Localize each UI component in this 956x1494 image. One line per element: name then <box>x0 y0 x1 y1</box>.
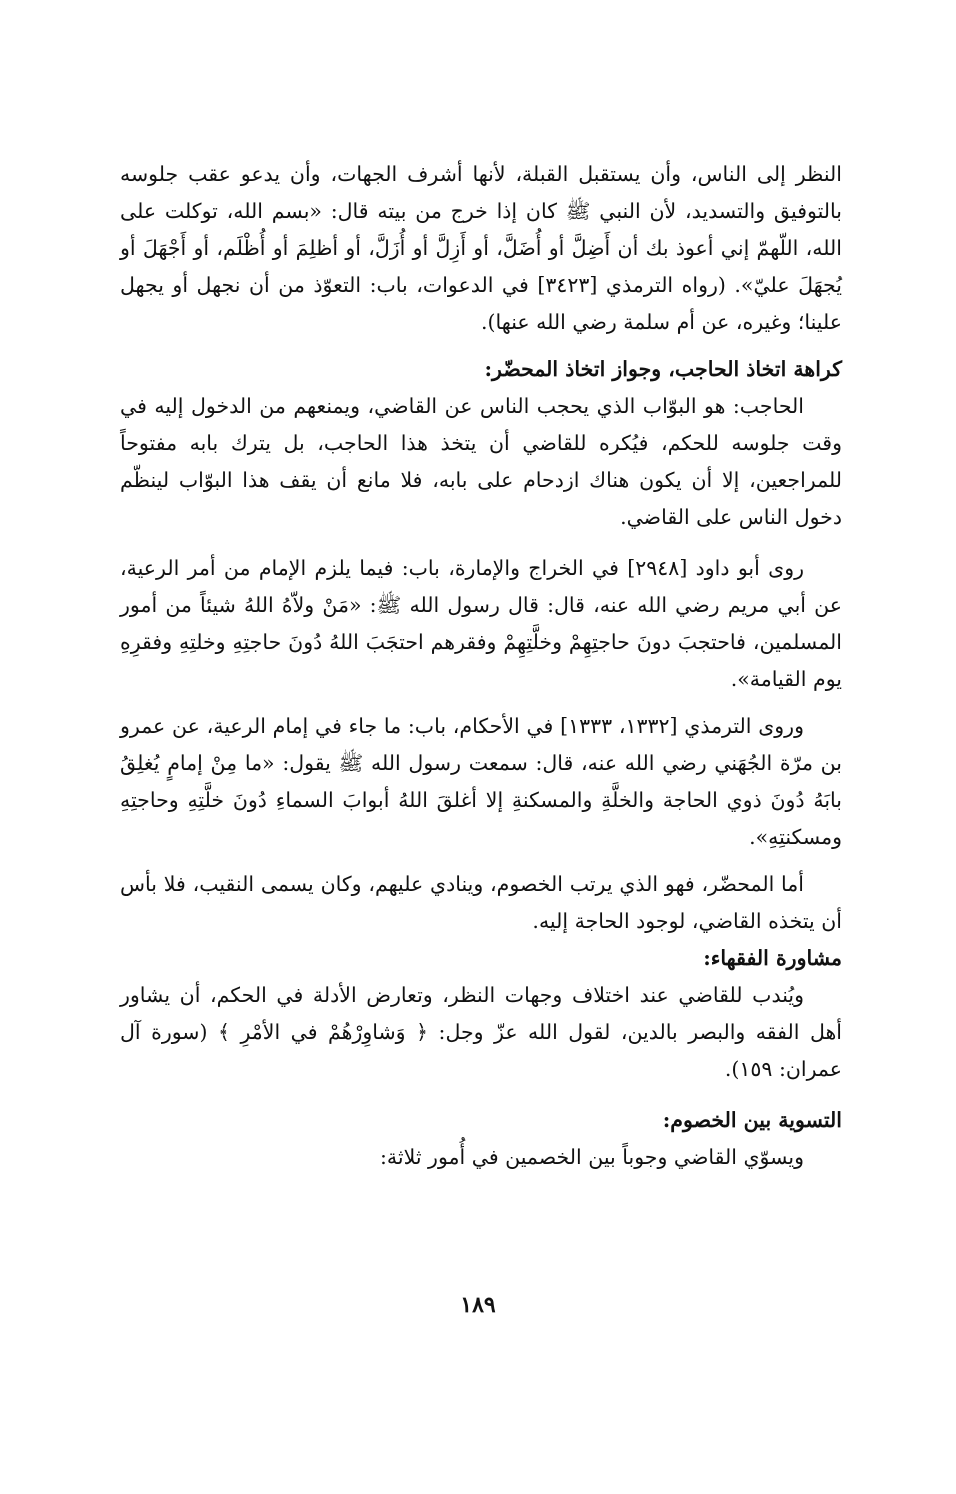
page-body <box>120 156 842 1176</box>
heading-consulting-jurists: مشاورة الفقهاء: <box>703 946 842 970</box>
paragraph-equality-intro: ويسوّي القاضي وجوباً بين الخصمين في أُمور ثلاثة: <box>380 1145 804 1169</box>
paragraph-tirmidhi-hadith: وروى الترمذي [١٣٣٢، ١٣٣٣] في الأحكام، باب: ما جاء في إمام الرعية، عن عمرو بن مرّة الجُهَني رضي الله عنه، قال: سمعت رسول الله ﷺ يقول: «ما مِنْ إمامٍ يُغلِقُ بابَهُ دُونَ ذوي الحاجة والخلَّةِ والمسكنةِ إلا أغلقَ اللهُ أبوابَ السماءِ دُونَ خلَّتِهِ وحاجتِهِ ومسكنتِهِ». <box>120 714 842 849</box>
paragraph-muhdir: أما المحضّر، فهو الذي يرتب الخصوم، وينادي عليهم، وكان يسمى النقيب، فلا بأس أن يتخذه القاضي، لوجود الحاجة إليه. <box>120 872 842 933</box>
heading-equality-litigants: التسوية بين الخصوم: <box>662 1108 842 1132</box>
heading-chamberlain: كراهة اتخاذ الحاجب، وجواز اتخاذ المحضّر: <box>484 357 842 381</box>
paragraph-chamberlain-definition: الحاجب: هو البوّاب الذي يحجب الناس عن القاضي، ويمنعهم من الدخول إليه في وقت جلوسه للحكم، فيُكره للقاضي أن يتخذ هذا الحاجب، بل يترك بابه مفتوحاً للمراجعين، إلا أن يكون هناك ازدحام على بابه، فلا مانع أن يقف هذا البوّاب لينظّم دخول الناس على القاضي. <box>120 394 842 529</box>
paragraph-judge-sitting: النظر إلى الناس، وأن يستقبل القبلة، لأنها أشرف الجهات، وأن يدعو عقب جلوسه بالتوفيق والتسديد، لأن النبي ﷺ كان إذا خرج من بيته قال: «بسم الله، توكلت على الله، اللّهمّ إني أعوذ بك أن أَضِلَّ أو أُضَلَّ، أو أَزِلَّ أو أُزَلَّ، أو أظلِمَ أو أُظْلَم، أو أَجْهَلَ أو يُجهَلَ عليّ». (رواه الترمذي [٣٤٢٣] في الدعوات، باب: التعوّذ من أن نجهل أو يجهل علينا؛ وغيره، عن أم سلمة رضي الله عنها). <box>120 162 842 334</box>
page-number: ١٨٩ <box>460 1292 496 1318</box>
paragraph-abu-dawud-hadith: روى أبو داود [٢٩٤٨] في الخراج والإمارة، باب: فيما يلزم الإمام من أمر الرعية، عن أبي مريم رضي الله عنه، قال: قال رسول الله ﷺ: «مَنْ ولاّهُ اللهُ شيئاً من أمور المسلمين، فاحتجبَ دونَ حاجتِهِمْ وخلَّتِهِمْ وفقرهم احتجَبَ اللهُ دُونَ حاجتِهِ وخلتِهِ وفقرِهِ يوم القيامة». <box>120 556 842 691</box>
paragraph-consultation: ويُندب للقاضي عند اختلاف وجهات النظر، وتعارض الأدلة في الحكم، أن يشاور أهل الفقه والبصر بالدين، لقول الله عزّ وجل: ﴿ وَشاوِرْهُمْ في الأمْرِ ﴾ (سورة آل عمران: ١٥٩). <box>120 983 842 1081</box>
